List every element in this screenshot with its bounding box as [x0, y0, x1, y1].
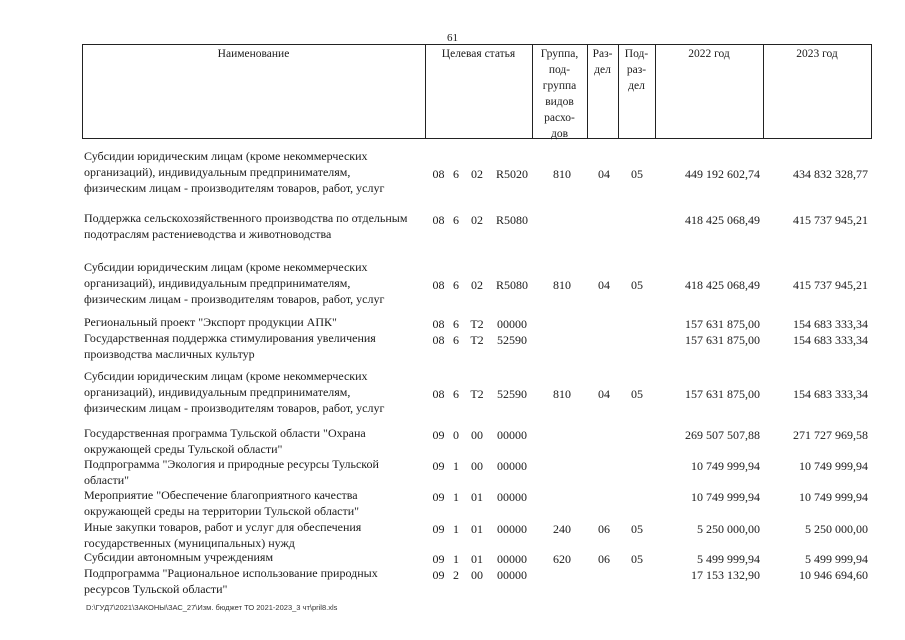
target-event-cell: 00 [471, 459, 483, 473]
row-name-cell [84, 519, 429, 551]
target-direction-cell: R5080 [495, 278, 528, 292]
row-name-line: организаций), индивидуальным предпринимателям, [84, 276, 351, 290]
row-name-line: Государственная поддержка стимулирования увеличения [84, 331, 376, 345]
target-event-cell: 02 [471, 167, 483, 181]
row-name-cell [84, 330, 429, 362]
row-name-line: Иные закупки товаров, работ и услуг для обеспечения [84, 520, 362, 534]
amount-2023-cell: 154 683 333,34 [793, 333, 868, 347]
header-group-line: Группа, [540, 48, 579, 60]
amount-2022-cell: 5 250 000,00 [697, 522, 760, 536]
header-group-line: под- [548, 64, 571, 76]
target-direction-cell: R5020 [495, 167, 528, 181]
header-subsection [618, 46, 655, 94]
row-name-line: Субсидии юридическим лицам (кроме некоммерческих [84, 260, 368, 274]
target-direction-cell: R5080 [495, 213, 528, 227]
section-cell: 04 [598, 278, 610, 292]
target-program-cell: 08 [432, 278, 445, 292]
target-direction-cell: 00000 [497, 490, 527, 504]
target-program-cell: 09 [432, 522, 445, 536]
target-program-cell: 08 [432, 167, 445, 181]
header-subsection-line: Под- [624, 48, 649, 60]
header-divider [871, 44, 872, 139]
row-name-line: государственных (муниципальных) нужд [84, 536, 295, 550]
target-event-cell: 00 [471, 428, 483, 442]
header-subsection-line: раз- [626, 64, 647, 76]
target-subprogram-cell: 6 [453, 333, 459, 347]
subsection-cell: 05 [631, 522, 643, 536]
section-cell: 06 [598, 522, 610, 536]
target-direction-cell: 00000 [497, 459, 527, 473]
row-name-cell [84, 487, 429, 519]
section-cell: 06 [598, 552, 610, 566]
target-subprogram-cell: 1 [453, 490, 459, 504]
target-direction-cell: 00000 [497, 522, 527, 536]
target-subprogram-cell: 1 [453, 522, 459, 536]
target-subprogram-cell: 1 [453, 552, 459, 566]
target-program-cell: 09 [432, 568, 445, 582]
row-name-line: производства масличных культур [84, 347, 255, 361]
header-group [532, 46, 587, 142]
target-direction-cell: 00000 [497, 552, 527, 566]
amount-2022-cell: 10 749 999,94 [691, 490, 760, 504]
header-target: Целевая статья [441, 48, 516, 60]
target-subprogram-cell: 1 [453, 459, 459, 473]
target-event-cell: 01 [471, 522, 483, 536]
target-event-cell: Т2 [470, 387, 484, 401]
subsection-cell: 05 [631, 278, 643, 292]
target-program-cell: 08 [432, 333, 445, 347]
row-name-line: Подпрограмма "Экология и природные ресурсы Тульской [84, 457, 379, 471]
page-number: 61 [447, 32, 458, 44]
row-name-line: ресурсов Тульской области" [84, 582, 228, 596]
amount-2023-cell: 415 737 945,21 [793, 213, 868, 227]
row-name-line: Поддержка сельскохозяйственного производства по отдельным [84, 211, 408, 225]
target-event-cell: 01 [471, 552, 483, 566]
expense-type-cell: 810 [553, 167, 571, 181]
target-subprogram-cell: 6 [453, 387, 459, 401]
row-name-line: организаций), индивидуальным предпринимателям, [84, 165, 351, 179]
target-direction-cell: 00000 [497, 428, 527, 442]
row-name-line: окружающей среды Тульской области" [84, 442, 283, 456]
target-program-cell: 08 [432, 387, 445, 401]
row-name-cell [84, 456, 429, 488]
row-name-line: Подпрограмма "Рациональное использование природных [84, 566, 378, 580]
row-name-cell [84, 210, 429, 242]
row-name-line: Субсидии юридическим лицам (кроме некоммерческих [84, 149, 368, 163]
header-subsection-line: дел [628, 80, 645, 92]
amount-2022-cell: 17 153 132,90 [691, 568, 760, 582]
target-subprogram-cell: 0 [453, 428, 459, 442]
row-name-line: физическим лицам - производителям товаров, работ, услуг [84, 292, 385, 306]
row-name-cell [84, 368, 429, 416]
target-program-cell: 09 [432, 552, 445, 566]
amount-2023-cell: 434 832 328,77 [793, 167, 868, 181]
target-direction-cell: 00000 [497, 317, 527, 331]
expense-type-cell: 240 [553, 522, 571, 536]
target-subprogram-cell: 6 [453, 213, 459, 227]
row-name-cell [84, 148, 429, 196]
target-event-cell: 02 [471, 278, 483, 292]
file-path-footer: D:\ГУД7\2021\ЗАКОНЫ\ЗАС_27\Изм. бюджет ТО 2021-2023_3 чт\pril8.xls [86, 603, 338, 612]
target-program-cell: 09 [432, 490, 445, 504]
expense-type-cell: 620 [553, 552, 571, 566]
header-group-line: группа [542, 80, 577, 92]
target-subprogram-cell: 6 [453, 317, 459, 331]
target-event-cell: 02 [471, 213, 483, 227]
header-2022: 2022 год [688, 48, 730, 60]
row-name-line: окружающей среды на территории Тульской области" [84, 504, 360, 518]
header-2023: 2023 год [796, 48, 838, 60]
expense-type-cell: 810 [553, 278, 571, 292]
amount-2022-cell: 5 499 999,94 [697, 552, 760, 566]
target-direction-cell: 00000 [497, 568, 527, 582]
row-name-cell [84, 425, 429, 457]
row-name-line: области" [84, 473, 130, 487]
amount-2022-cell: 157 631 875,00 [685, 317, 760, 331]
header-group-line: расхо- [544, 112, 575, 124]
target-subprogram-cell: 6 [453, 278, 459, 292]
target-program-cell: 08 [432, 317, 445, 331]
header-section-line: дел [594, 64, 611, 76]
subsection-cell: 05 [631, 387, 643, 401]
amount-2022-cell: 269 507 507,88 [685, 428, 760, 442]
target-subprogram-cell: 2 [453, 568, 459, 582]
row-name-line: подотраслям растениеводства и животноводства [84, 227, 332, 241]
header-section-line: Раз- [592, 48, 613, 60]
amount-2023-cell: 10 749 999,94 [799, 490, 868, 504]
row-name-cell [84, 314, 429, 330]
subsection-cell: 05 [631, 552, 643, 566]
target-event-cell: 01 [471, 490, 483, 504]
expense-type-cell: 810 [553, 387, 571, 401]
row-name-line: Региональный проект "Экспорт продукции АПК" [84, 315, 337, 329]
target-program-cell: 09 [432, 459, 445, 473]
amount-2022-cell: 10 749 999,94 [691, 459, 760, 473]
target-direction-cell: 52590 [497, 387, 527, 401]
target-program-cell: 09 [432, 428, 445, 442]
target-direction-cell: 52590 [497, 333, 527, 347]
amount-2023-cell: 10 749 999,94 [799, 459, 868, 473]
amount-2023-cell: 415 737 945,21 [793, 278, 868, 292]
header-section [587, 46, 618, 78]
amount-2023-cell: 5 499 999,94 [805, 552, 868, 566]
subsection-cell: 05 [631, 167, 643, 181]
header-group-line: дов [550, 128, 569, 140]
target-event-cell: Т2 [470, 317, 484, 331]
row-name-cell [84, 549, 429, 565]
amount-2022-cell: 449 192 602,74 [685, 167, 760, 181]
row-name-cell [84, 259, 429, 307]
section-cell: 04 [598, 387, 610, 401]
row-name-line: Субсидии юридическим лицам (кроме некоммерческих [84, 369, 368, 383]
amount-2023-cell: 154 683 333,34 [793, 317, 868, 331]
target-program-cell: 08 [432, 213, 445, 227]
target-event-cell: 00 [471, 568, 483, 582]
amount-2023-cell: 10 946 694,60 [799, 568, 868, 582]
target-event-cell: Т2 [470, 333, 484, 347]
row-name-line: Государственная программа Тульской области "Охрана [84, 426, 366, 440]
amount-2022-cell: 157 631 875,00 [685, 333, 760, 347]
row-name-line: Субсидии автономным учреждениям [84, 550, 274, 564]
amount-2023-cell: 154 683 333,34 [793, 387, 868, 401]
amount-2022-cell: 418 425 068,49 [685, 213, 760, 227]
amount-2022-cell: 157 631 875,00 [685, 387, 760, 401]
row-name-line: организаций), индивидуальным предпринимателям, [84, 385, 351, 399]
row-name-line: физическим лицам - производителям товаров, работ, услуг [84, 401, 385, 415]
row-name-line: физическим лицам - производителям товаров, работ, услуг [84, 181, 385, 195]
row-name-line: Мероприятие "Обеспечение благоприятного качества [84, 488, 358, 502]
amount-2023-cell: 271 727 969,58 [793, 428, 868, 442]
target-subprogram-cell: 6 [453, 167, 459, 181]
section-cell: 04 [598, 167, 610, 181]
amount-2022-cell: 418 425 068,49 [685, 278, 760, 292]
amount-2023-cell: 5 250 000,00 [805, 522, 868, 536]
row-name-cell [84, 565, 429, 597]
header-group-line: видов [545, 96, 574, 108]
header-name: Наименование [217, 48, 290, 60]
